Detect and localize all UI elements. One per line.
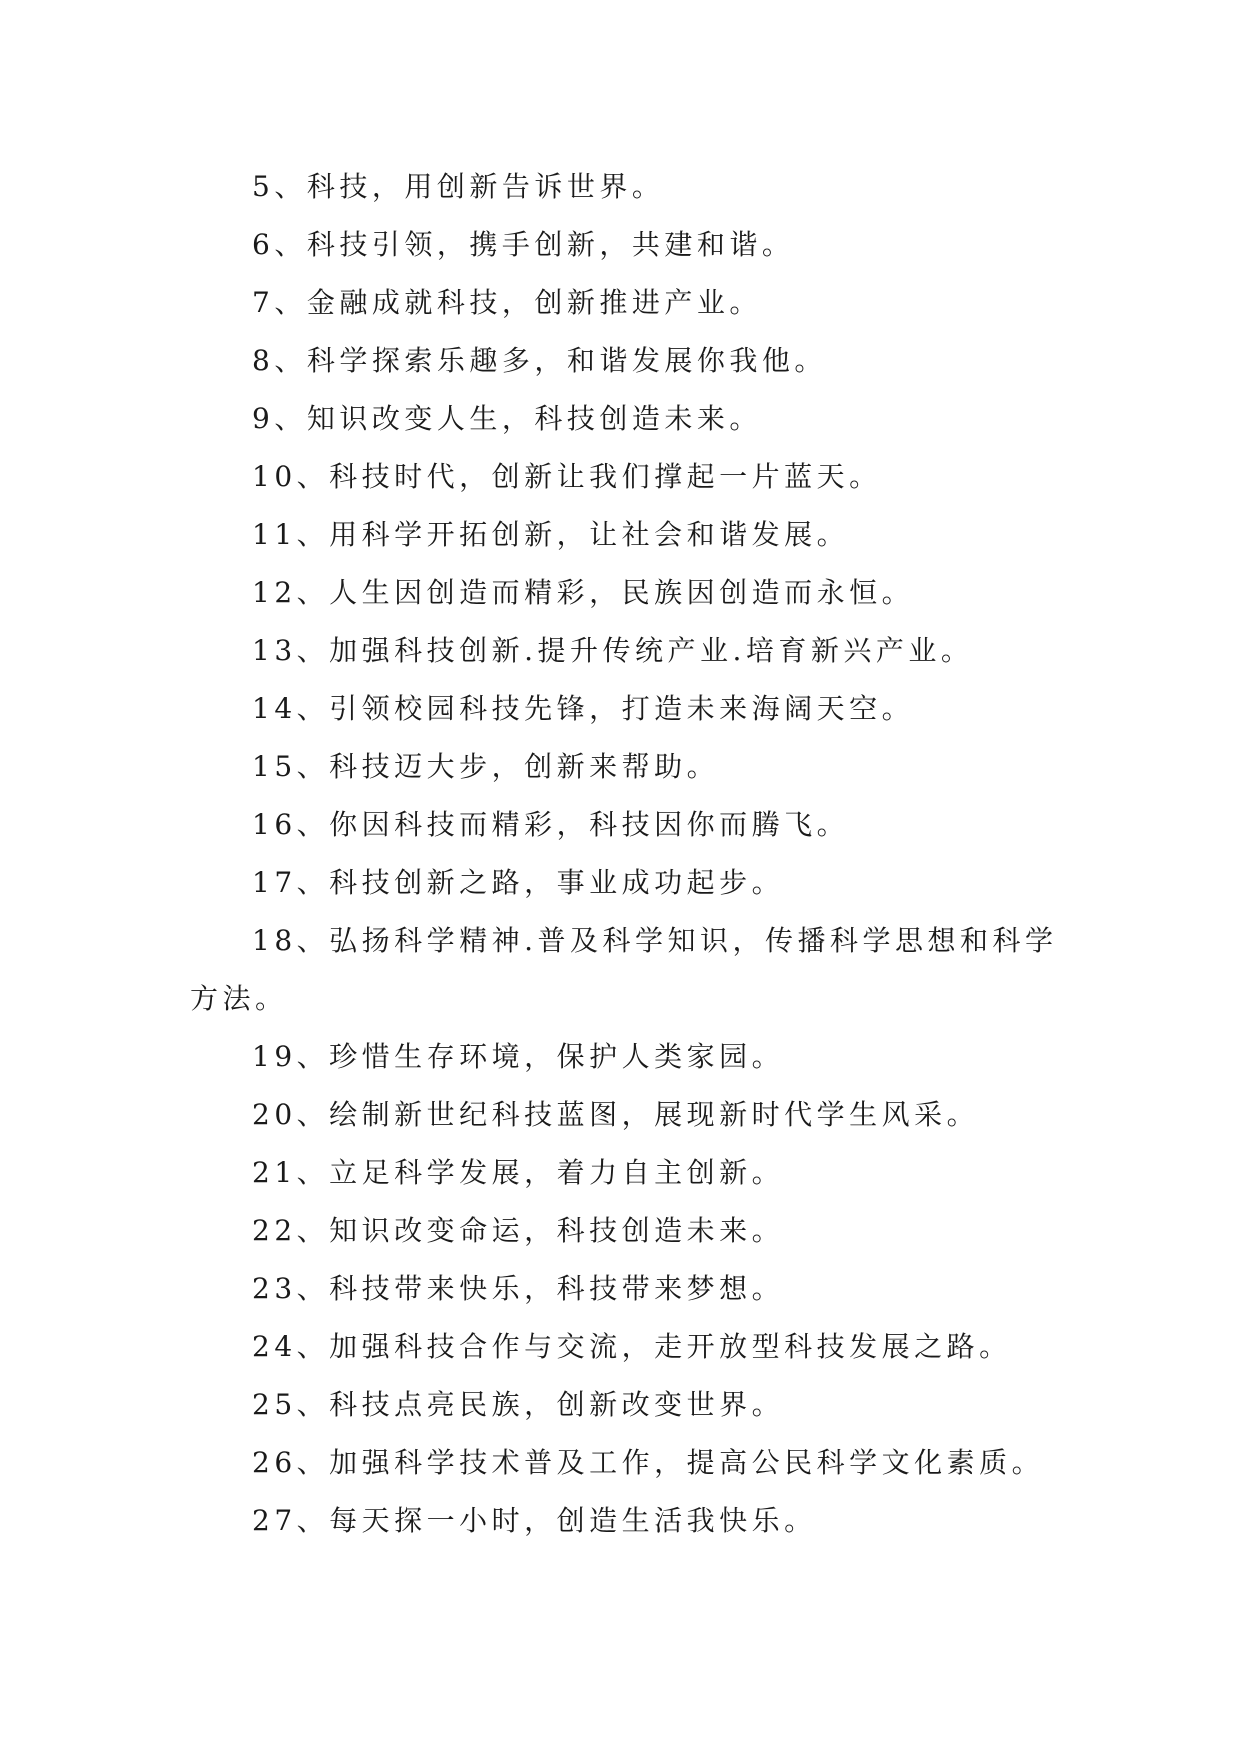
- list-item: 20、绘制新世纪科技蓝图，展现新时代学生风采。: [252, 1098, 980, 1131]
- list-item: 15、科技迈大步，创新来帮助。: [252, 750, 720, 783]
- list-item: 26、加强科学技术普及工作，提高公民科学文化素质。: [252, 1446, 1045, 1479]
- list-item: 22、知识改变命运，科技创造未来。: [252, 1214, 785, 1247]
- list-item: 5、科技，用创新告诉世界。: [252, 170, 665, 203]
- list-item: 21、立足科学发展，着力自主创新。: [252, 1156, 785, 1189]
- list-item: 16、你因科技而精彩，科技因你而腾飞。: [252, 808, 850, 841]
- list-item: 7、金融成就科技，创新推进产业。: [252, 286, 762, 319]
- list-item: 10、科技时代，创新让我们撑起一片蓝天。: [252, 460, 882, 493]
- list-item: 8、科学探索乐趣多，和谐发展你我他。: [252, 344, 827, 377]
- list-item: 12、人生因创造而精彩，民族因创造而永恒。: [252, 576, 915, 609]
- list-item: 18、弘扬科学精神.普及科学知识，传播科学思想和科学方法。: [190, 924, 1058, 1015]
- list-item: 6、科技引领，携手创新，共建和谐。: [252, 228, 795, 261]
- slogan-list: [190, 158, 1070, 1550]
- list-item: 11、用科学开拓创新，让社会和谐发展。: [252, 518, 850, 551]
- list-item: 13、加强科技创新.提升传统产业.培育新兴产业。: [252, 634, 974, 667]
- list-item: 23、科技带来快乐，科技带来梦想。: [252, 1272, 785, 1305]
- list-item: 27、每天探一小时，创造生活我快乐。: [252, 1504, 817, 1537]
- list-item: 17、科技创新之路，事业成功起步。: [252, 866, 785, 899]
- list-item: 9、知识改变人生，科技创造未来。: [252, 402, 762, 435]
- list-item: 14、引领校园科技先锋，打造未来海阔天空。: [252, 692, 915, 725]
- list-item: 25、科技点亮民族，创新改变世界。: [252, 1388, 785, 1421]
- list-item: 24、加强科技合作与交流，走开放型科技发展之路。: [252, 1330, 1012, 1363]
- list-item: 19、珍惜生存环境，保护人类家园。: [252, 1040, 785, 1073]
